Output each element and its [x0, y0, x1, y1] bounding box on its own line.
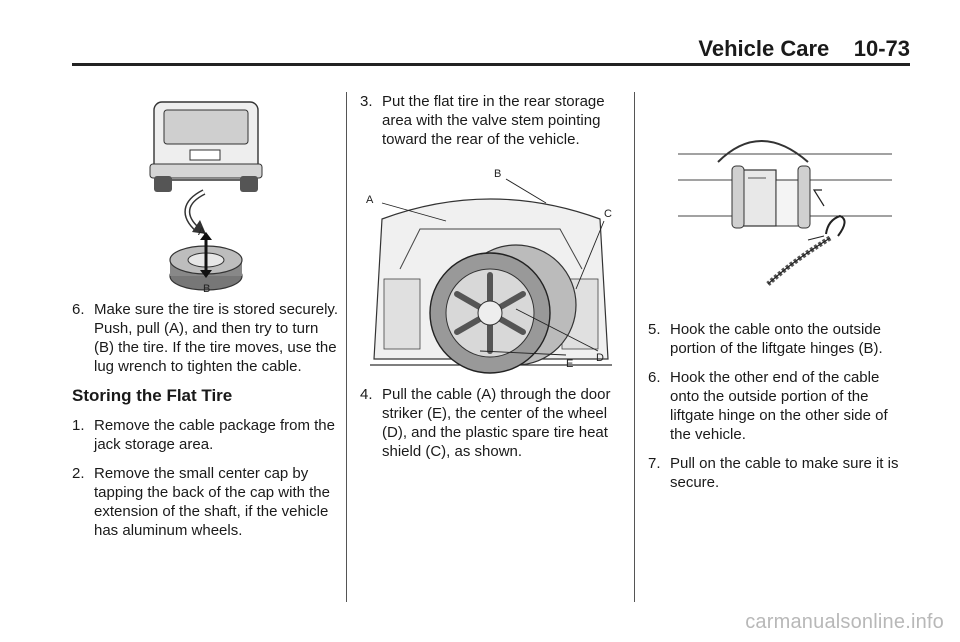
list-item: 5. Hook the cable onto the outside portion of the liftgate hinges (B).	[648, 321, 883, 357]
steps-list-3	[360, 92, 622, 149]
section-title: Vehicle Care	[698, 36, 830, 61]
section-heading: Storing the Flat Tire	[72, 386, 233, 405]
steps-list-2	[72, 416, 340, 540]
header-rule	[72, 63, 910, 66]
list-item: 2. Remove the small center cap by tapping the back of the cap with the extension of the shaft, if the vehicle has aluminum wheels.	[72, 465, 330, 539]
figure-label-b: B	[494, 168, 502, 180]
watermark: carmanualsonline.info	[745, 611, 944, 633]
figure-liftgate-hinge	[648, 92, 910, 306]
steps-list-1	[72, 300, 340, 376]
figure-label-b: B	[203, 283, 211, 295]
figure-spare-tire-storage	[72, 92, 340, 300]
list-item: 6. Make sure the tire is stored securely. Push, pull (A), and then try to turn (B) the tire. If the tire moves, use the lug wrench to tighten the cable.	[72, 301, 338, 375]
figure-rear-storage-cable	[360, 159, 622, 377]
column-left	[72, 92, 340, 550]
list-item: 7. Pull on the cable to make sure it is secure.	[648, 455, 899, 491]
figure-label-e: E	[566, 358, 574, 370]
list-item: 1. Remove the cable package from the jack storage area.	[72, 417, 335, 453]
figure-label-d: D	[596, 352, 604, 364]
figure-label-c: C	[604, 208, 612, 220]
column-divider-2	[634, 92, 635, 602]
list-item: 6. Hook the other end of the cable onto the outside portion of the liftgate hinge on the other side of the vehicle.	[648, 369, 888, 443]
page-title	[698, 36, 910, 62]
figure-label-a: A	[198, 226, 206, 238]
page-header	[0, 0, 960, 70]
page-number: 10-73	[853, 36, 910, 61]
figure-label-a: A	[366, 194, 374, 206]
column-right	[648, 92, 910, 502]
steps-list-4	[360, 385, 622, 461]
list-item: 4. Pull the cable (A) through the door striker (E), the center of the wheel (D), and the plastic spare tire heat shield (C), as shown.	[360, 386, 611, 460]
column-divider-1	[346, 92, 347, 602]
column-middle	[360, 92, 622, 471]
list-item: 3. Put the flat tire in the rear storage area with the valve stem pointing toward the rear of the vehicle.	[360, 93, 605, 148]
steps-list-5	[648, 320, 910, 492]
